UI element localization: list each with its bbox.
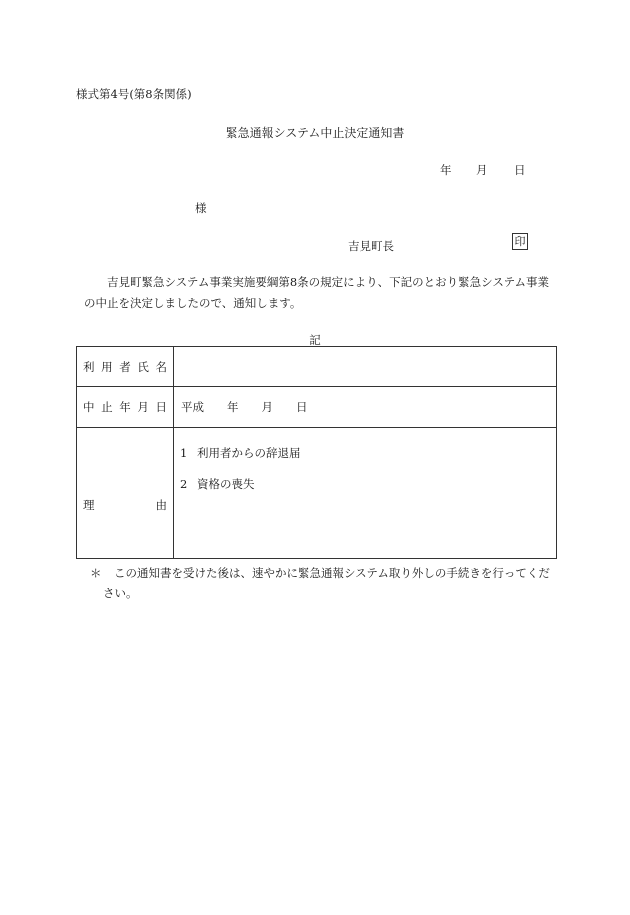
- footnote-text-content: この通知書を受けた後は、速やかに緊急通報システム取り外しの手続きを行ってください。: [103, 566, 550, 600]
- date-day: 日: [514, 163, 526, 177]
- user-name-field[interactable]: [174, 347, 557, 387]
- info-table: [76, 346, 557, 559]
- reason-list: [174, 428, 556, 558]
- issuer-name: 吉見町長: [348, 239, 394, 253]
- seal-mark: 印: [512, 233, 528, 250]
- reason-text: 資格の喪失: [197, 477, 255, 491]
- reason-number: 1: [180, 446, 188, 460]
- date-year: 年: [440, 163, 452, 177]
- reason-number: 2: [180, 477, 188, 491]
- list-item: [180, 476, 255, 492]
- date-label: 中止年月日: [77, 387, 174, 428]
- addressee-suffix: 様: [195, 201, 207, 215]
- date-line: [440, 162, 526, 178]
- reason-cell: [174, 428, 557, 559]
- user-name-label: 利用者氏名: [77, 347, 174, 387]
- table-row: [77, 428, 557, 559]
- footnote-mark: ＊: [90, 566, 102, 580]
- date-month: 月: [476, 163, 488, 177]
- form-number: 様式第4号(第8条関係): [76, 87, 192, 101]
- reason-label: 理由: [77, 428, 174, 559]
- table-row: [77, 387, 557, 428]
- table-row: [77, 347, 557, 387]
- body-text: [84, 272, 558, 314]
- footnote-text: [103, 563, 560, 603]
- footnote: [90, 563, 560, 603]
- body-text-content: 吉見町緊急システム事業実施要綱第8条の規定により、下記のとおり緊急システム事業の中止を決定しましたので、通知します。: [84, 275, 550, 310]
- date-value[interactable]: 平成 年 月 日: [174, 387, 557, 428]
- reason-text: 利用者からの辞退届: [197, 446, 301, 460]
- document-title: 緊急通報システム中止決定通知書: [225, 126, 405, 140]
- ki-heading: 記: [309, 333, 321, 347]
- list-item: [180, 445, 301, 461]
